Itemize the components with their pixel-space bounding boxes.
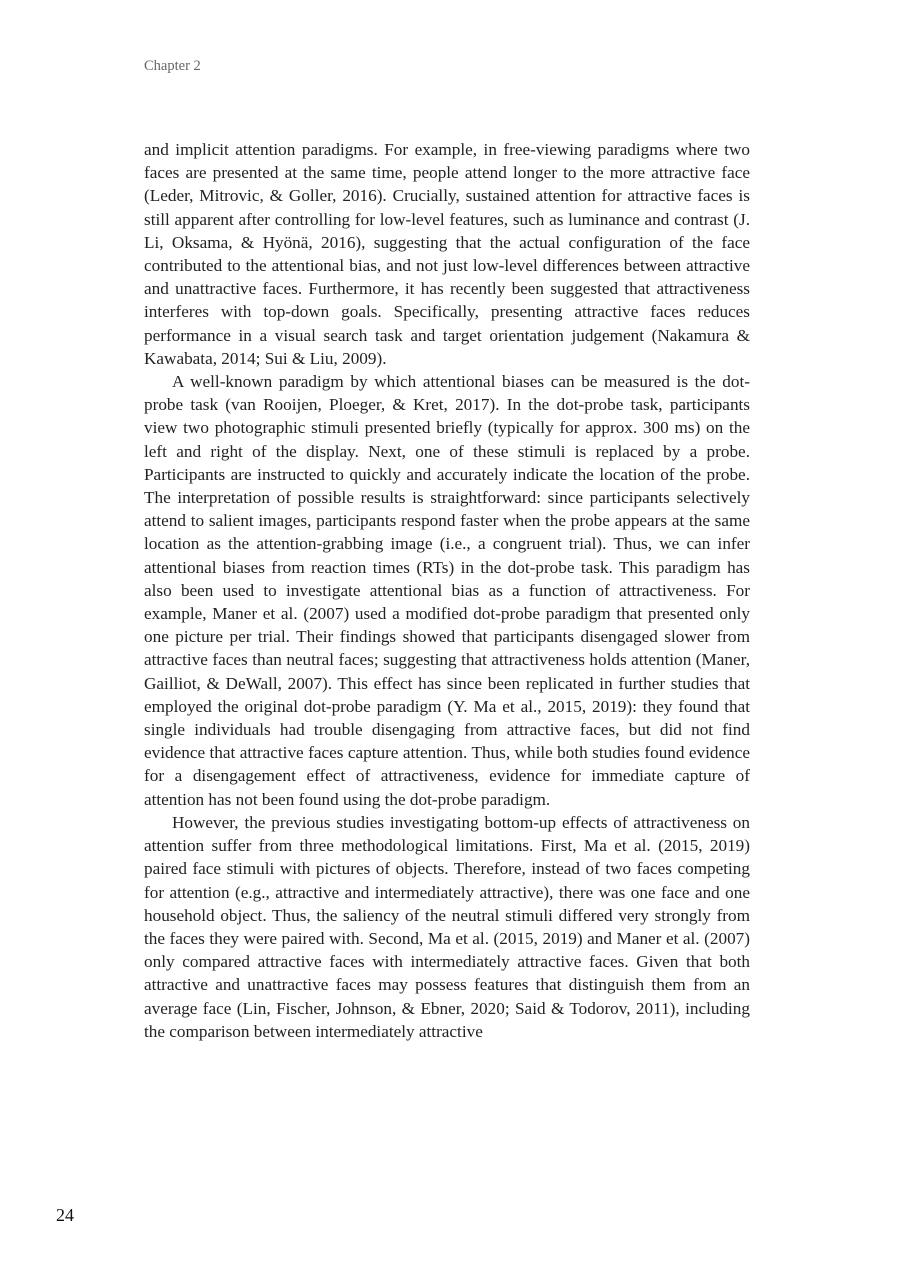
paragraph-3: However, the previous studies investigating bottom-up effects of attractiveness on attention suffer from three methodological limitations. First, Ma et al. (2015, 2019) paired face stimuli with pictures of objects. Therefore, instead of two faces competing for attention (e.g., attractive and intermediately attractive), there was one face and one household object. Thus, the saliency of the neutral stimuli differed very strongly from the faces they were paired with. Second, Ma et al. (2015, 2019) and Maner et al. (2007) only compared attractive faces with intermediately attractive faces. Given that both attractive and unattractive faces may possess features that distinguish them from an average face (Lin, Fischer, Johnson, & Ebner, 2020; Said & Todorov, 2011), including the comparison between intermediately attractive — [144, 812, 750, 1041]
running-header: Chapter 2 — [144, 58, 201, 74]
body-text — [144, 138, 750, 1043]
page-number: 24 — [56, 1205, 74, 1225]
paragraph-1: and implicit attention paradigms. For example, in free-viewing paradigms where two faces are presented at the same time, people attend longer to the more attractive face (Leder, Mitrovic, & Goller, 2016). Crucially, sustained attention for attractive faces is still apparent after controlling for low-level features, such as luminance and contrast (J. Li, Oksama, & Hyönä, 2016), suggesting that the actual configuration of the face contributed to the attentional bias, and not just low-level differences between attractive and unattractive faces. Furthermore, it has recently been suggested that attractiveness interferes with top-down goals. Specifically, presenting attractive faces reduces performance in a visual search task and target orientation judgement (Nakamura & Kawabata, 2014; Sui & Liu, 2009). — [144, 140, 750, 368]
paragraph-2: A well-known paradigm by which attentional biases can be measured is the dot-probe task (van Rooijen, Ploeger, & Kret, 2017). In the dot-probe task, participants view two photographic stimuli presented briefly (typically for approx. 300 ms) on the left and right of the display. Next, one of these stimuli is replaced by a probe. Participants are instructed to quickly and accurately indicate the location of the probe. The interpretation of possible results is straightforward: since participants selectively attend to salient images, participants respond faster when the probe appears at the same location as the attention-grabbing image (i.e., a congruent trial). Thus, we can infer attentional biases from reaction times (RTs) in the dot-probe task. This paradigm has also been used to investigate attentional bias as a function of attractiveness. For example, Maner et al. (2007) used a modified dot-probe paradigm that presented only one picture per trial. Their findings showed that participants disengaged slower from attractive faces than neutral faces; suggesting that attractiveness holds attention (Maner, Gailliot, & DeWall, 2007). This effect has since been replicated in further studies that employed the original dot-probe paradigm (Y. Ma et al., 2015, 2019): they found that single individuals had trouble disengaging from attractive faces, but did not find evidence that attractive faces capture attention. Thus, while both studies found evidence for a disengagement effect of attractiveness, evidence for immediate capture of attention has not been found using the dot-probe paradigm. — [144, 372, 750, 809]
